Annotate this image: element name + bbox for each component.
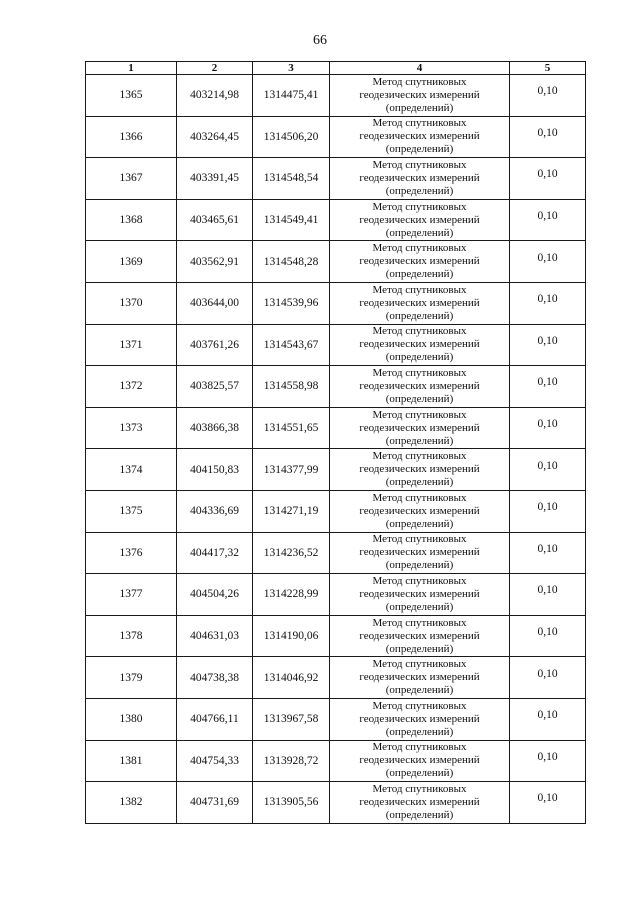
method-line: геодезических измерений: [359, 88, 480, 101]
method-line: (определений): [385, 517, 454, 530]
method-line: Метод спутниковых: [372, 450, 467, 463]
point-number-cell: 1374: [86, 449, 177, 491]
method-line: Метод спутниковых: [372, 75, 467, 88]
accuracy-value: 0,10: [537, 459, 558, 472]
table-row: [86, 449, 586, 491]
point-number-cell: 1382: [86, 782, 177, 824]
method-line: (определений): [385, 351, 454, 364]
method-line: геодезических измерений: [359, 213, 480, 226]
method-line: Метод спутниковых: [372, 366, 467, 379]
method-line: геодезических измерений: [359, 629, 480, 642]
method-cell: [330, 241, 510, 283]
y-coordinate-cell: 1314558,98: [253, 366, 330, 408]
x-coordinate-cell: 403214,98: [177, 75, 253, 117]
table-row: [86, 199, 586, 241]
table-row: [86, 740, 586, 782]
point-number-cell: 1367: [86, 158, 177, 200]
table-row: [86, 782, 586, 824]
accuracy-value: 0,10: [537, 584, 558, 597]
method-line: (определений): [385, 268, 454, 281]
method-cell: [330, 158, 510, 200]
y-coordinate-cell: 1314551,65: [253, 407, 330, 449]
point-number-cell: 1368: [86, 199, 177, 241]
accuracy-value: 0,10: [537, 750, 558, 763]
x-coordinate-cell: 403825,57: [177, 366, 253, 408]
accuracy-cell: [510, 615, 586, 657]
table-header: [86, 62, 586, 75]
table-row: [86, 490, 586, 532]
table-row: [86, 282, 586, 324]
method-line: геодезических измерений: [359, 171, 480, 184]
table-row: [86, 657, 586, 699]
y-coordinate-cell: 1314271,19: [253, 490, 330, 532]
method-line: геодезических измерений: [359, 504, 480, 517]
point-number-cell: 1371: [86, 324, 177, 366]
point-number-cell: 1372: [86, 366, 177, 408]
method-line: Метод спутниковых: [372, 325, 467, 338]
method-line: Метод спутниковых: [372, 574, 467, 587]
accuracy-cell: [510, 282, 586, 324]
accuracy-value: 0,10: [537, 85, 558, 98]
x-coordinate-cell: 404504,26: [177, 574, 253, 616]
point-number-cell: 1375: [86, 490, 177, 532]
method-line: Метод спутниковых: [372, 117, 467, 130]
y-coordinate-cell: 1314539,96: [253, 282, 330, 324]
table-row: [86, 407, 586, 449]
method-line: геодезических измерений: [359, 379, 480, 392]
x-coordinate-cell: 403562,91: [177, 241, 253, 283]
accuracy-cell: [510, 199, 586, 241]
accuracy-cell: [510, 698, 586, 740]
method-cell: [330, 449, 510, 491]
method-line: Метод спутниковых: [372, 491, 467, 504]
method-cell: [330, 574, 510, 616]
method-line: Метод спутниковых: [372, 242, 467, 255]
method-line: Метод спутниковых: [372, 699, 467, 712]
table-row: [86, 366, 586, 408]
method-line: Метод спутниковых: [372, 533, 467, 546]
x-coordinate-cell: 404738,38: [177, 657, 253, 699]
method-cell: [330, 615, 510, 657]
method-line: (определений): [385, 600, 454, 613]
method-line: (определений): [385, 309, 454, 322]
point-number-cell: 1370: [86, 282, 177, 324]
x-coordinate-cell: 404754,33: [177, 740, 253, 782]
method-cell: [330, 324, 510, 366]
header-col-5: 5: [510, 62, 586, 75]
y-coordinate-cell: 1313967,58: [253, 698, 330, 740]
x-coordinate-cell: 403264,45: [177, 116, 253, 158]
header-col-1: 1: [86, 62, 177, 75]
point-number-cell: 1366: [86, 116, 177, 158]
y-coordinate-cell: 1314228,99: [253, 574, 330, 616]
method-cell: [330, 75, 510, 117]
y-coordinate-cell: 1313905,56: [253, 782, 330, 824]
accuracy-value: 0,10: [537, 168, 558, 181]
header-col-4: 4: [330, 62, 510, 75]
x-coordinate-cell: 403761,26: [177, 324, 253, 366]
table-row: [86, 75, 586, 117]
method-cell: [330, 532, 510, 574]
method-line: (определений): [385, 392, 454, 405]
method-line: геодезических измерений: [359, 130, 480, 143]
y-coordinate-cell: 1314506,20: [253, 116, 330, 158]
point-number-cell: 1376: [86, 532, 177, 574]
method-line: (определений): [385, 434, 454, 447]
x-coordinate-cell: 404731,69: [177, 782, 253, 824]
point-number-cell: 1379: [86, 657, 177, 699]
header-row: [86, 62, 586, 75]
method-line: геодезических измерений: [359, 671, 480, 684]
method-cell: [330, 116, 510, 158]
y-coordinate-cell: 1314549,41: [253, 199, 330, 241]
x-coordinate-cell: 403465,61: [177, 199, 253, 241]
y-coordinate-cell: 1314475,41: [253, 75, 330, 117]
method-line: (определений): [385, 767, 454, 780]
accuracy-value: 0,10: [537, 126, 558, 139]
table-row: [86, 158, 586, 200]
method-line: (определений): [385, 642, 454, 655]
method-line: геодезических измерений: [359, 421, 480, 434]
accuracy-cell: [510, 782, 586, 824]
method-cell: [330, 366, 510, 408]
x-coordinate-cell: 403644,00: [177, 282, 253, 324]
x-coordinate-cell: 403391,45: [177, 158, 253, 200]
accuracy-cell: [510, 574, 586, 616]
method-cell: [330, 490, 510, 532]
method-line: Метод спутниковых: [372, 658, 467, 671]
page-number: 66: [313, 33, 327, 48]
point-number-cell: 1369: [86, 241, 177, 283]
y-coordinate-cell: 1314236,52: [253, 532, 330, 574]
y-coordinate-cell: 1314190,06: [253, 615, 330, 657]
accuracy-value: 0,10: [537, 418, 558, 431]
method-line: геодезических измерений: [359, 255, 480, 268]
x-coordinate-cell: 404150,83: [177, 449, 253, 491]
point-number-cell: 1380: [86, 698, 177, 740]
y-coordinate-cell: 1313928,72: [253, 740, 330, 782]
method-line: Метод спутниковых: [372, 408, 467, 421]
method-line: Метод спутниковых: [372, 200, 467, 213]
accuracy-cell: [510, 490, 586, 532]
method-line: Метод спутниковых: [372, 283, 467, 296]
method-line: (определений): [385, 808, 454, 821]
y-coordinate-cell: 1314548,54: [253, 158, 330, 200]
y-coordinate-cell: 1314377,99: [253, 449, 330, 491]
method-line: геодезических измерений: [359, 296, 480, 309]
accuracy-cell: [510, 324, 586, 366]
x-coordinate-cell: 404417,32: [177, 532, 253, 574]
point-number-cell: 1365: [86, 75, 177, 117]
accuracy-cell: [510, 116, 586, 158]
accuracy-cell: [510, 657, 586, 699]
method-line: геодезических измерений: [359, 587, 480, 600]
x-coordinate-cell: 403866,38: [177, 407, 253, 449]
accuracy-value: 0,10: [537, 626, 558, 639]
x-coordinate-cell: 404766,11: [177, 698, 253, 740]
accuracy-value: 0,10: [537, 376, 558, 389]
accuracy-cell: [510, 75, 586, 117]
method-line: Метод спутниковых: [372, 616, 467, 629]
accuracy-cell: [510, 740, 586, 782]
accuracy-cell: [510, 366, 586, 408]
accuracy-value: 0,10: [537, 210, 558, 223]
accuracy-value: 0,10: [537, 667, 558, 680]
table-row: [86, 574, 586, 616]
method-cell: [330, 782, 510, 824]
method-line: (определений): [385, 101, 454, 114]
accuracy-value: 0,10: [537, 251, 558, 264]
x-coordinate-cell: 404336,69: [177, 490, 253, 532]
method-line: (определений): [385, 226, 454, 239]
point-number-cell: 1381: [86, 740, 177, 782]
x-coordinate-cell: 404631,03: [177, 615, 253, 657]
point-number-cell: 1373: [86, 407, 177, 449]
method-line: (определений): [385, 143, 454, 156]
method-cell: [330, 657, 510, 699]
table-body: [86, 75, 586, 824]
accuracy-cell: [510, 407, 586, 449]
accuracy-cell: [510, 532, 586, 574]
table-row: [86, 241, 586, 283]
header-col-3: 3: [253, 62, 330, 75]
method-line: геодезических измерений: [359, 795, 480, 808]
y-coordinate-cell: 1314548,28: [253, 241, 330, 283]
accuracy-value: 0,10: [537, 542, 558, 555]
table-row: [86, 615, 586, 657]
point-number-cell: 1377: [86, 574, 177, 616]
y-coordinate-cell: 1314543,67: [253, 324, 330, 366]
method-cell: [330, 282, 510, 324]
method-line: (определений): [385, 725, 454, 738]
method-line: геодезических измерений: [359, 712, 480, 725]
table-row: [86, 116, 586, 158]
method-line: Метод спутниковых: [372, 158, 467, 171]
accuracy-value: 0,10: [537, 709, 558, 722]
method-line: Метод спутниковых: [372, 741, 467, 754]
accuracy-value: 0,10: [537, 792, 558, 805]
table-row: [86, 324, 586, 366]
method-cell: [330, 698, 510, 740]
accuracy-cell: [510, 449, 586, 491]
method-line: геодезических измерений: [359, 754, 480, 767]
y-coordinate-cell: 1314046,92: [253, 657, 330, 699]
accuracy-value: 0,10: [537, 293, 558, 306]
table-row: [86, 532, 586, 574]
coordinates-table: [85, 61, 586, 824]
accuracy-value: 0,10: [537, 501, 558, 514]
method-cell: [330, 407, 510, 449]
method-line: (определений): [385, 476, 454, 489]
method-line: (определений): [385, 184, 454, 197]
method-line: геодезических измерений: [359, 463, 480, 476]
accuracy-value: 0,10: [537, 334, 558, 347]
header-col-2: 2: [177, 62, 253, 75]
table-row: [86, 698, 586, 740]
method-line: (определений): [385, 684, 454, 697]
method-line: геодезических измерений: [359, 338, 480, 351]
point-number-cell: 1378: [86, 615, 177, 657]
method-line: геодезических измерений: [359, 546, 480, 559]
method-cell: [330, 740, 510, 782]
method-cell: [330, 199, 510, 241]
method-line: (определений): [385, 559, 454, 572]
accuracy-cell: [510, 241, 586, 283]
accuracy-cell: [510, 158, 586, 200]
method-line: Метод спутниковых: [372, 782, 467, 795]
